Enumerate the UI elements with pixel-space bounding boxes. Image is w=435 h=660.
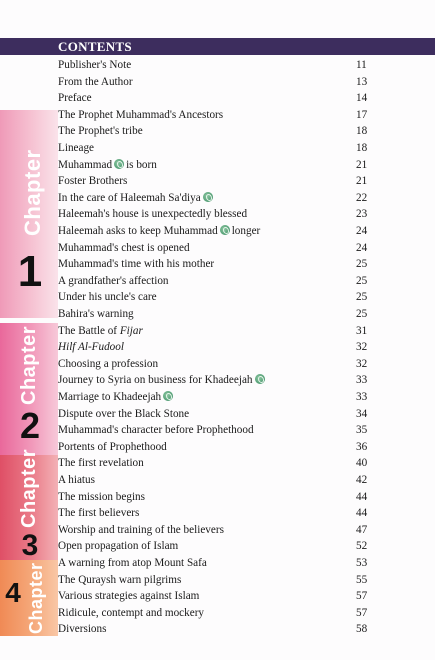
toc-entry-title bbox=[58, 538, 178, 554]
toc-entry-title bbox=[58, 289, 157, 305]
toc-entry-page: 21 bbox=[356, 158, 368, 171]
toc-entry[interactable] bbox=[58, 621, 378, 637]
toc-entry-title-text: Bahira's warning bbox=[58, 308, 134, 320]
toc-entry-title-after: is born bbox=[126, 158, 157, 171]
toc-entry[interactable] bbox=[58, 223, 378, 239]
chapter-1-number: 1 bbox=[17, 247, 43, 296]
toc-entry-title bbox=[58, 223, 260, 239]
toc-entry-page: 57 bbox=[356, 606, 368, 619]
toc-entry[interactable] bbox=[58, 588, 378, 604]
toc-entry-page: 25 bbox=[356, 274, 368, 287]
toc-entry-page: 34 bbox=[356, 407, 368, 420]
toc-entry-title bbox=[58, 588, 199, 604]
toc-entry-title-text: The mission begins bbox=[58, 490, 146, 503]
toc-entry[interactable] bbox=[58, 522, 378, 538]
toc-entry-page: 58 bbox=[356, 623, 368, 636]
toc-entry-title bbox=[58, 406, 189, 422]
toc-entry-page: 47 bbox=[356, 523, 368, 536]
toc-entry-title bbox=[58, 90, 92, 106]
toc-entry-title-italic: Fijar bbox=[119, 324, 143, 337]
toc-entry-title-text: Journey to Syria on business for Khadeejah bbox=[58, 374, 253, 387]
toc-entry-page: 55 bbox=[356, 573, 368, 586]
toc-entry-title-text: Haleemah's house is unexpectedly blessed bbox=[58, 208, 248, 221]
toc-entry-title-text: In the care of Haleemah Sa'diya bbox=[58, 191, 201, 204]
chapter-3-label: Chapter bbox=[18, 448, 40, 528]
toc-entry[interactable] bbox=[58, 190, 378, 206]
toc-entry-title-text: Preface bbox=[58, 92, 92, 105]
toc-entry-title-text: Muhammad's character before Prophethood bbox=[58, 424, 254, 437]
toc-entry[interactable] bbox=[58, 472, 378, 488]
toc-entry[interactable] bbox=[58, 256, 378, 272]
toc-entry-title-text: Dispute over the Black Stone bbox=[58, 407, 190, 420]
toc-entry-page: 24 bbox=[356, 241, 368, 254]
toc-entry[interactable] bbox=[58, 123, 378, 139]
toc-entry[interactable] bbox=[58, 240, 378, 256]
toc-entry-title bbox=[58, 157, 157, 173]
toc-entry[interactable] bbox=[58, 389, 378, 405]
toc-entry[interactable] bbox=[58, 157, 378, 173]
toc-entry[interactable] bbox=[58, 555, 378, 571]
toc-entry-title bbox=[58, 107, 223, 123]
toc-entry-title-text: Worship and training of the believers bbox=[58, 523, 224, 536]
toc-entry-page: 25 bbox=[356, 308, 368, 320]
toc-entry-page: 33 bbox=[356, 391, 368, 403]
toc-entry-title-text: Lineage bbox=[58, 142, 95, 154]
ra-icon bbox=[255, 374, 265, 384]
toc-entry-page: 40 bbox=[356, 457, 368, 470]
toc-entry-title-italic: Hilf Al-Fudool bbox=[58, 341, 124, 354]
toc-entry-page: 52 bbox=[356, 540, 368, 553]
toc-entry-page: 11 bbox=[356, 59, 367, 71]
toc-entry-page: 53 bbox=[356, 557, 368, 569]
toc-entry-title-text: The Prophet's tribe bbox=[58, 125, 143, 138]
toc-entry-title-text: Muhammad's time with his mother bbox=[58, 258, 215, 271]
toc-entry-title-text: Publisher's Note bbox=[58, 59, 132, 71]
toc-entry-title-text: A warning from atop Mount Safa bbox=[58, 557, 207, 569]
toc-entry[interactable] bbox=[58, 323, 378, 339]
toc-entry[interactable] bbox=[58, 422, 378, 438]
toc-entry[interactable] bbox=[58, 173, 378, 189]
toc-entry-title-text: The Quraysh warn pilgrims bbox=[58, 573, 182, 586]
chapter-1-label: Chapter bbox=[20, 149, 45, 236]
chapter-4-label: Chapter bbox=[26, 562, 46, 634]
toc-entry[interactable] bbox=[58, 406, 378, 422]
ra-icon bbox=[163, 391, 173, 401]
toc-entry[interactable] bbox=[58, 339, 378, 355]
toc-entry-title-text: Ridicule, contempt and mockery bbox=[58, 606, 205, 619]
toc-entry-page: 36 bbox=[356, 440, 368, 453]
toc-entry-title bbox=[58, 389, 175, 405]
toc-entry-title bbox=[58, 489, 145, 505]
toc-entry[interactable] bbox=[58, 306, 378, 322]
toc-entry[interactable] bbox=[58, 538, 378, 554]
toc-entry-title-text: Under his uncle's care bbox=[58, 291, 157, 304]
toc-entry-title bbox=[58, 356, 158, 372]
toc-entry[interactable] bbox=[58, 572, 378, 588]
contents-title: CONTENTS bbox=[58, 39, 132, 54]
toc-entry-title bbox=[58, 123, 143, 139]
toc-entry-page: 18 bbox=[356, 125, 368, 138]
toc-entry-page: 13 bbox=[356, 75, 368, 88]
toc-entry-title bbox=[58, 439, 167, 455]
toc-entry-page: 44 bbox=[356, 490, 368, 503]
toc-entry-title-text: Choosing a profession bbox=[58, 357, 159, 370]
toc-entry-title bbox=[58, 240, 190, 256]
toc-entry-title-text: Muhammad's chest is opened bbox=[58, 241, 190, 254]
toc-entry-title-text: A grandfather's affection bbox=[58, 274, 169, 287]
toc-entry-page: 35 bbox=[356, 424, 368, 437]
chapter-2-number: 2 bbox=[19, 405, 41, 446]
toc-entry-title bbox=[58, 173, 127, 189]
toc-entry-title-text: Foster Brothers bbox=[58, 175, 128, 188]
toc-entry-page: 44 bbox=[356, 507, 368, 520]
toc-entry-title bbox=[58, 472, 95, 488]
toc-entry-title-text: The Battle of bbox=[58, 324, 120, 337]
toc-entry[interactable] bbox=[58, 140, 378, 156]
ra-icon bbox=[203, 192, 213, 202]
toc-entry-page: 42 bbox=[356, 474, 368, 486]
toc-entry[interactable] bbox=[58, 289, 378, 305]
toc-entry-title-text: Marriage to Khadeejah bbox=[58, 391, 162, 403]
toc-entry-title bbox=[58, 621, 106, 637]
toc-entry-page: 17 bbox=[356, 108, 368, 121]
toc-entry-title-text: Haleemah asks to keep Muhammad bbox=[58, 225, 218, 237]
toc-entry[interactable] bbox=[58, 107, 378, 123]
toc-entry-page: 32 bbox=[356, 357, 368, 370]
toc-entry-page: 25 bbox=[356, 291, 368, 304]
toc-entry[interactable] bbox=[58, 489, 378, 505]
toc-entry-title bbox=[58, 555, 207, 571]
toc-entry[interactable] bbox=[58, 273, 378, 289]
toc-entry-page: 18 bbox=[356, 142, 368, 154]
toc-entry-title-text: A hiatus bbox=[58, 474, 95, 486]
toc-entry[interactable] bbox=[58, 74, 378, 90]
toc-entry-title bbox=[58, 522, 224, 538]
toc-entry-title-text: Portents of Prophethood bbox=[58, 440, 167, 453]
toc-entry[interactable] bbox=[58, 455, 378, 471]
toc-entry-page: 33 bbox=[356, 374, 368, 387]
toc-entry-page: 31 bbox=[356, 324, 368, 337]
toc-entry-title bbox=[58, 372, 267, 388]
toc-entry-page: 32 bbox=[356, 341, 368, 354]
toc-entry-page: 25 bbox=[356, 258, 368, 271]
toc-entry-title-text: The first revelation bbox=[58, 457, 144, 470]
pbuh-icon bbox=[220, 225, 230, 235]
toc-entry[interactable] bbox=[58, 505, 378, 521]
toc-entry-title bbox=[58, 422, 254, 438]
toc-entry-title bbox=[58, 57, 131, 73]
toc-entry-page: 24 bbox=[356, 225, 368, 237]
toc-entry-title bbox=[58, 339, 124, 355]
toc-entry-page: 21 bbox=[356, 175, 368, 188]
chapter-4-number: 4 bbox=[5, 577, 21, 608]
toc-entry-page: 23 bbox=[356, 208, 368, 221]
toc-entry[interactable] bbox=[58, 206, 378, 222]
toc-entry[interactable] bbox=[58, 57, 378, 73]
toc-entry-title-text: The first believers bbox=[58, 507, 140, 520]
toc-entry[interactable] bbox=[58, 90, 378, 106]
toc-entry-title bbox=[58, 572, 181, 588]
toc-entry-title-text: Diversions bbox=[58, 623, 107, 636]
toc-entry-title-text: Various strategies against Islam bbox=[58, 590, 200, 603]
toc-entry[interactable] bbox=[58, 439, 378, 455]
toc-entry-title bbox=[58, 455, 144, 471]
toc-entry-title bbox=[58, 605, 204, 621]
toc-entry-title bbox=[58, 190, 215, 206]
toc-entry-title bbox=[58, 273, 169, 289]
toc-entry-title bbox=[58, 505, 139, 521]
chapter-3-number: 3 bbox=[21, 529, 39, 562]
toc-entry-title bbox=[58, 256, 214, 272]
toc-entry-page: 22 bbox=[356, 191, 368, 204]
toc-entry-title-after: longer bbox=[231, 225, 261, 237]
toc-entry-page: 14 bbox=[356, 92, 368, 105]
pbuh-icon bbox=[114, 159, 124, 169]
toc-entry-title bbox=[58, 140, 94, 156]
toc-entry-title-text: From the Author bbox=[58, 75, 133, 88]
toc-entry-title bbox=[58, 306, 134, 322]
toc-entry-title bbox=[58, 206, 247, 222]
toc-entry-page: 57 bbox=[356, 590, 368, 603]
toc-entry[interactable] bbox=[58, 372, 378, 388]
toc-entry-title bbox=[58, 323, 143, 339]
toc-entry[interactable] bbox=[58, 605, 378, 621]
toc-entry-title-text: Muhammad bbox=[58, 158, 113, 171]
toc-entry[interactable] bbox=[58, 356, 378, 372]
chapter-2-label: Chapter bbox=[18, 325, 40, 405]
toc-entry-title-text: The Prophet Muhammad's Ancestors bbox=[58, 108, 224, 121]
toc-entry-title-text: Open propagation of Islam bbox=[58, 540, 179, 553]
toc-entry-title bbox=[58, 74, 133, 90]
